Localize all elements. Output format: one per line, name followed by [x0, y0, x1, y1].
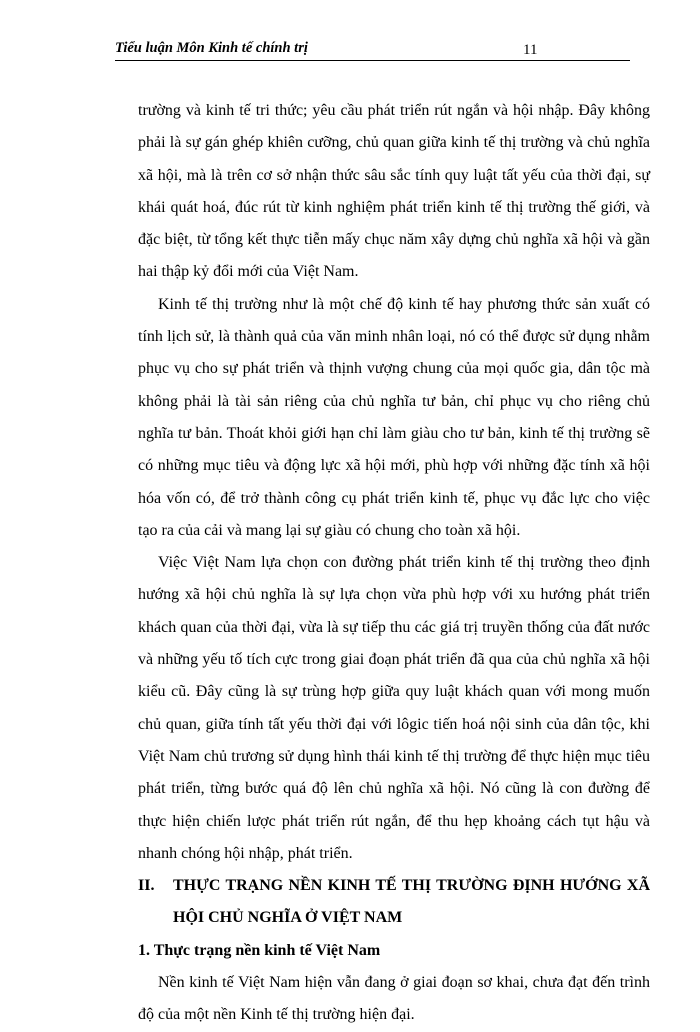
document-body	[138, 95, 650, 1032]
section-heading	[138, 870, 650, 935]
section-title: THỰC TRẠNG NỀN KINH TẾ THỊ TRƯỜNG ĐỊNH HƯỚNG XÃ HỘI CHỦ NGHĨA Ở VIỆT NAM	[173, 877, 650, 927]
paragraph: Kinh tế thị trường như là một chế độ kinh tế hay phương thức sản xuất có tính lịch sử, là thành quả của văn minh nhân loại, nó có thể được sử dụng nhằm phục vụ cho sự phát triển và thịnh vượng chung của mọi quốc gia, dân tộc mà không phải là tài sản riêng của chủ nghĩa tư bản, chỉ phục vụ cho riêng chủ nghĩa tư bản. Thoát khỏi giới hạn chỉ làm giàu cho tư bản, kinh tế thị trường sẽ có những mục tiêu và động lực xã hội mới, phù hợp với những đặc tính xã hội hóa vốn có, để trở thành công cụ phát triển kinh tế, phục vụ đắc lực cho việc tạo ra của cải và mang lại sự giàu có chung cho toàn xã hội.	[138, 295, 650, 539]
paragraph: Việc Việt Nam lựa chọn con đường phát triển kinh tế thị trường theo định hướng xã hội chủ nghĩa là sự lựa chọn vừa phù hợp với xu hướng phát triển khách quan của thời đại, vừa là sự tiếp thu các giá trị truyền thống của đất nước và những yếu tố tích cực trong giai đoạn phát triển đã qua của chủ nghĩa xã hội kiểu cũ. Đây cũng là sự trùng hợp giữa quy luật khách quan với mong muốn chủ quan, giữa tính tất yếu thời đại với lôgic tiến hoá nội sinh của dân tộc, khi Việt Nam chủ trương sử dụng hình thái kinh tế thị trường để thực hiện mục tiêu phát triển, từng bước quá độ lên chủ nghĩa xã hội. Nó cũng là con đường để thực hiện chiến lược phát triển rút ngắn, để thu hẹp khoảng cách tụt hậu và nhanh chóng hội nhập, phát triển.	[138, 554, 650, 862]
page-header	[115, 38, 630, 61]
header-title: Tiểu luận Môn Kinh tế chính trị	[115, 40, 308, 56]
page-number: 11	[523, 42, 538, 58]
section-number: II.	[138, 877, 155, 895]
paragraph-continued: trường và kinh tế tri thức; yêu cầu phát triển rút ngắn và hội nhập. Đây không phải là sự gán ghép khiên cưỡng, chủ quan giữa kinh tế thị trường và chủ nghĩa xã hội, mà là trên cơ sở nhận thức sâu sắc tính quy luật tất yếu của thời đại, sự khái quát hoá, đúc rút từ kinh nghiệm phát triển kinh tế thị trường thế giới, và đặc biệt, từ tổng kết thực tiễn mấy chục năm xây dựng chủ nghĩa xã hội và gần hai thập kỷ đổi mới của Việt Nam.	[138, 102, 650, 281]
paragraph: Nền kinh tế Việt Nam hiện vẫn đang ở giai đoạn sơ khai, chưa đạt đến trình độ của một nền Kinh tế thị trường hiện đại.	[138, 974, 650, 1024]
subsection-heading: 1. Thực trạng nền kinh tế Việt Nam	[138, 941, 381, 959]
